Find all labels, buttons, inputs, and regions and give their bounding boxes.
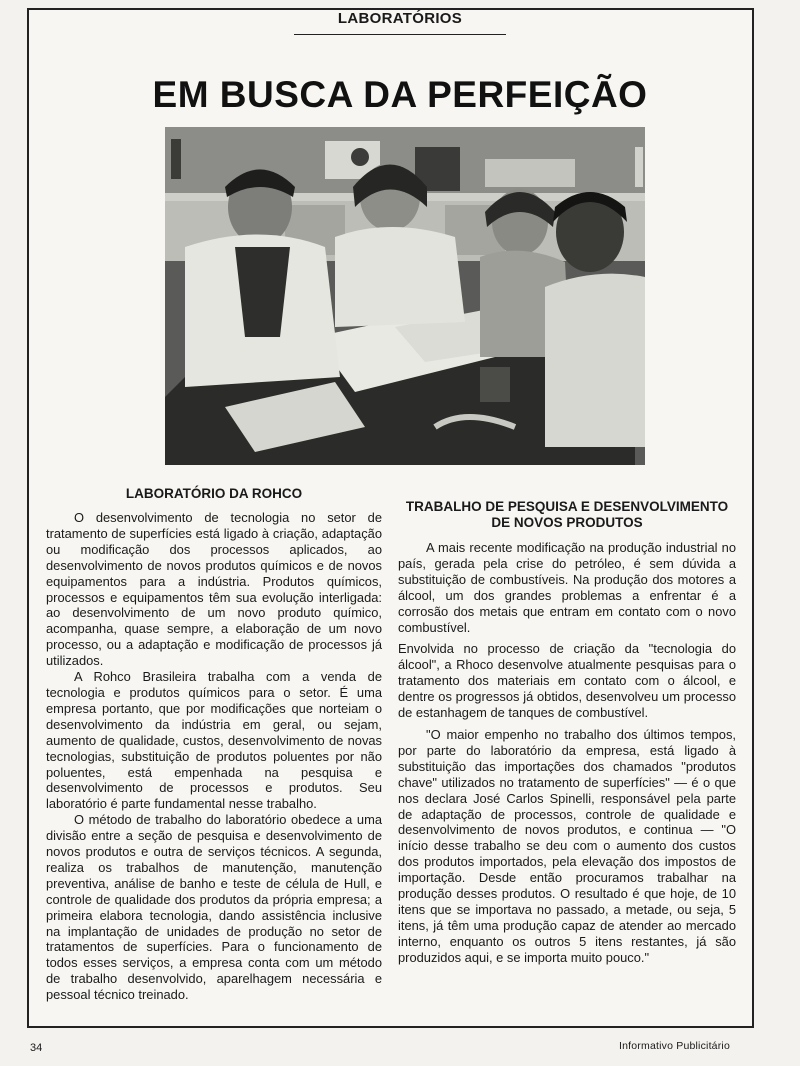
publication-footer: Informativo Publicitário [618,1040,730,1052]
laboratory-photo [165,127,645,465]
right-paragraph-2: Envolvida no processo de criação da "tecnologia do álcool", a Rhoco desenvolve atualmente pesquisas para o tratamento dos materiais em contato com o álcool, e dentre os progressos já obtidos, desenvolveu um processo de estanhagem de tanques de combustível. [398,641,736,721]
left-paragraph-2: A Rohco Brasileira trabalha com a venda de tecnologia e produtos químicos para o setor. É uma empresa portanto, que por modificações que norteiam o desenvolvimento da indústria em geral, ou sejam, aumento de qualidade, custos, desenvolvimento de novas tecnologias, substituição de produtos poluentes por não poluentes, está empenhada na pesquisa e desenvolvimento de processos e produtos. Seu laboratório é parte fundamental nesse trabalho. [46,669,382,812]
right-paragraph-3: "O maior empenho no trabalho dos últimos tempos, por parte do laboratório da empresa, está ligado à substituição das importações dos chamados "produtos chave" utilizados no tratamento de superfícies" — é o que nos declara José Carlos Spinelli, responsável pela parte de adaptação de processos, controle de qualidade e desenvolvimento de novos produtos, e continua — "O início desse trabalho se deu com o aumento dos custos dos produtos importados, pela elevação dos impostos de importação. Desde então procuramos trabalhar na produção desses produtos. O resultado é que hoje, de 10 itens que se importava no passado, a metade, ou seja, 5 itens, já têm uma produção capaz de atender ao mercado interno, enquanto os outros 5 itens restantes, já são produzidos aqui, e se importa muito pouco." [398,726,736,965]
left-column-body [46,510,382,1003]
left-paragraph-1: O desenvolvimento de tecnologia no setor de tratamento de superfícies está ligado à criação, adaptação ou modificação dos processos aplicados, ao desenvolvimento de novos produtos químicos e de novos equipamentos para a indústria. Produtos químicos, processos e equipamentos têm sua evolução interligada: ao desenvolvimento de um novo produto químico, acompanha, quase sempre, a elaboração de um novo processo, ou a adaptação e modificação de processos já utilizados. [46,510,382,669]
right-paragraph-1: A mais recente modificação na produção industrial no país, gerada pela crise do petróleo, é sem dúvida a substituição de combustíveis. Na produção dos motores a álcool, um dos grandes problemas a enfrentar é a corrosão dos metais que entram em contato com o novo combustível. [398,540,736,635]
left-column-heading: LABORATÓRIO DA ROHCO [125,486,303,501]
left-paragraph-3: O método de trabalho do laboratório obedece a uma divisão entre a seção de pesquisa e desenvolvimento de novos produtos e outra de serviços técnicos. A segunda, realiza os trabalhos de manutenção, manutenção preventiva, análise de banho e teste de célula de Hull, e controle de qualidade dos produtos da própria empresa; a primeira elabora tecnologia, dando assistência inclusive na implantação de unidades de produção no setor de tratamentos de superfícies. Para o funcionamento de todos esses serviços, a empresa conta com um método de trabalho desenvolvido, aparelhagem necessária e pessoal técnico treinado. [46,812,382,1003]
section-label: LABORATÓRIOS [337,10,463,27]
section-rule [294,34,506,35]
page-number: 34 [30,1042,43,1054]
headline: EM BUSCA DA PERFEIÇÃO [152,74,648,115]
right-column-body [398,540,736,966]
right-column-heading: TRABALHO DE PESQUISA E DESENVOLVIMENTO DE NOVOS PRODUTOS [405,499,729,530]
